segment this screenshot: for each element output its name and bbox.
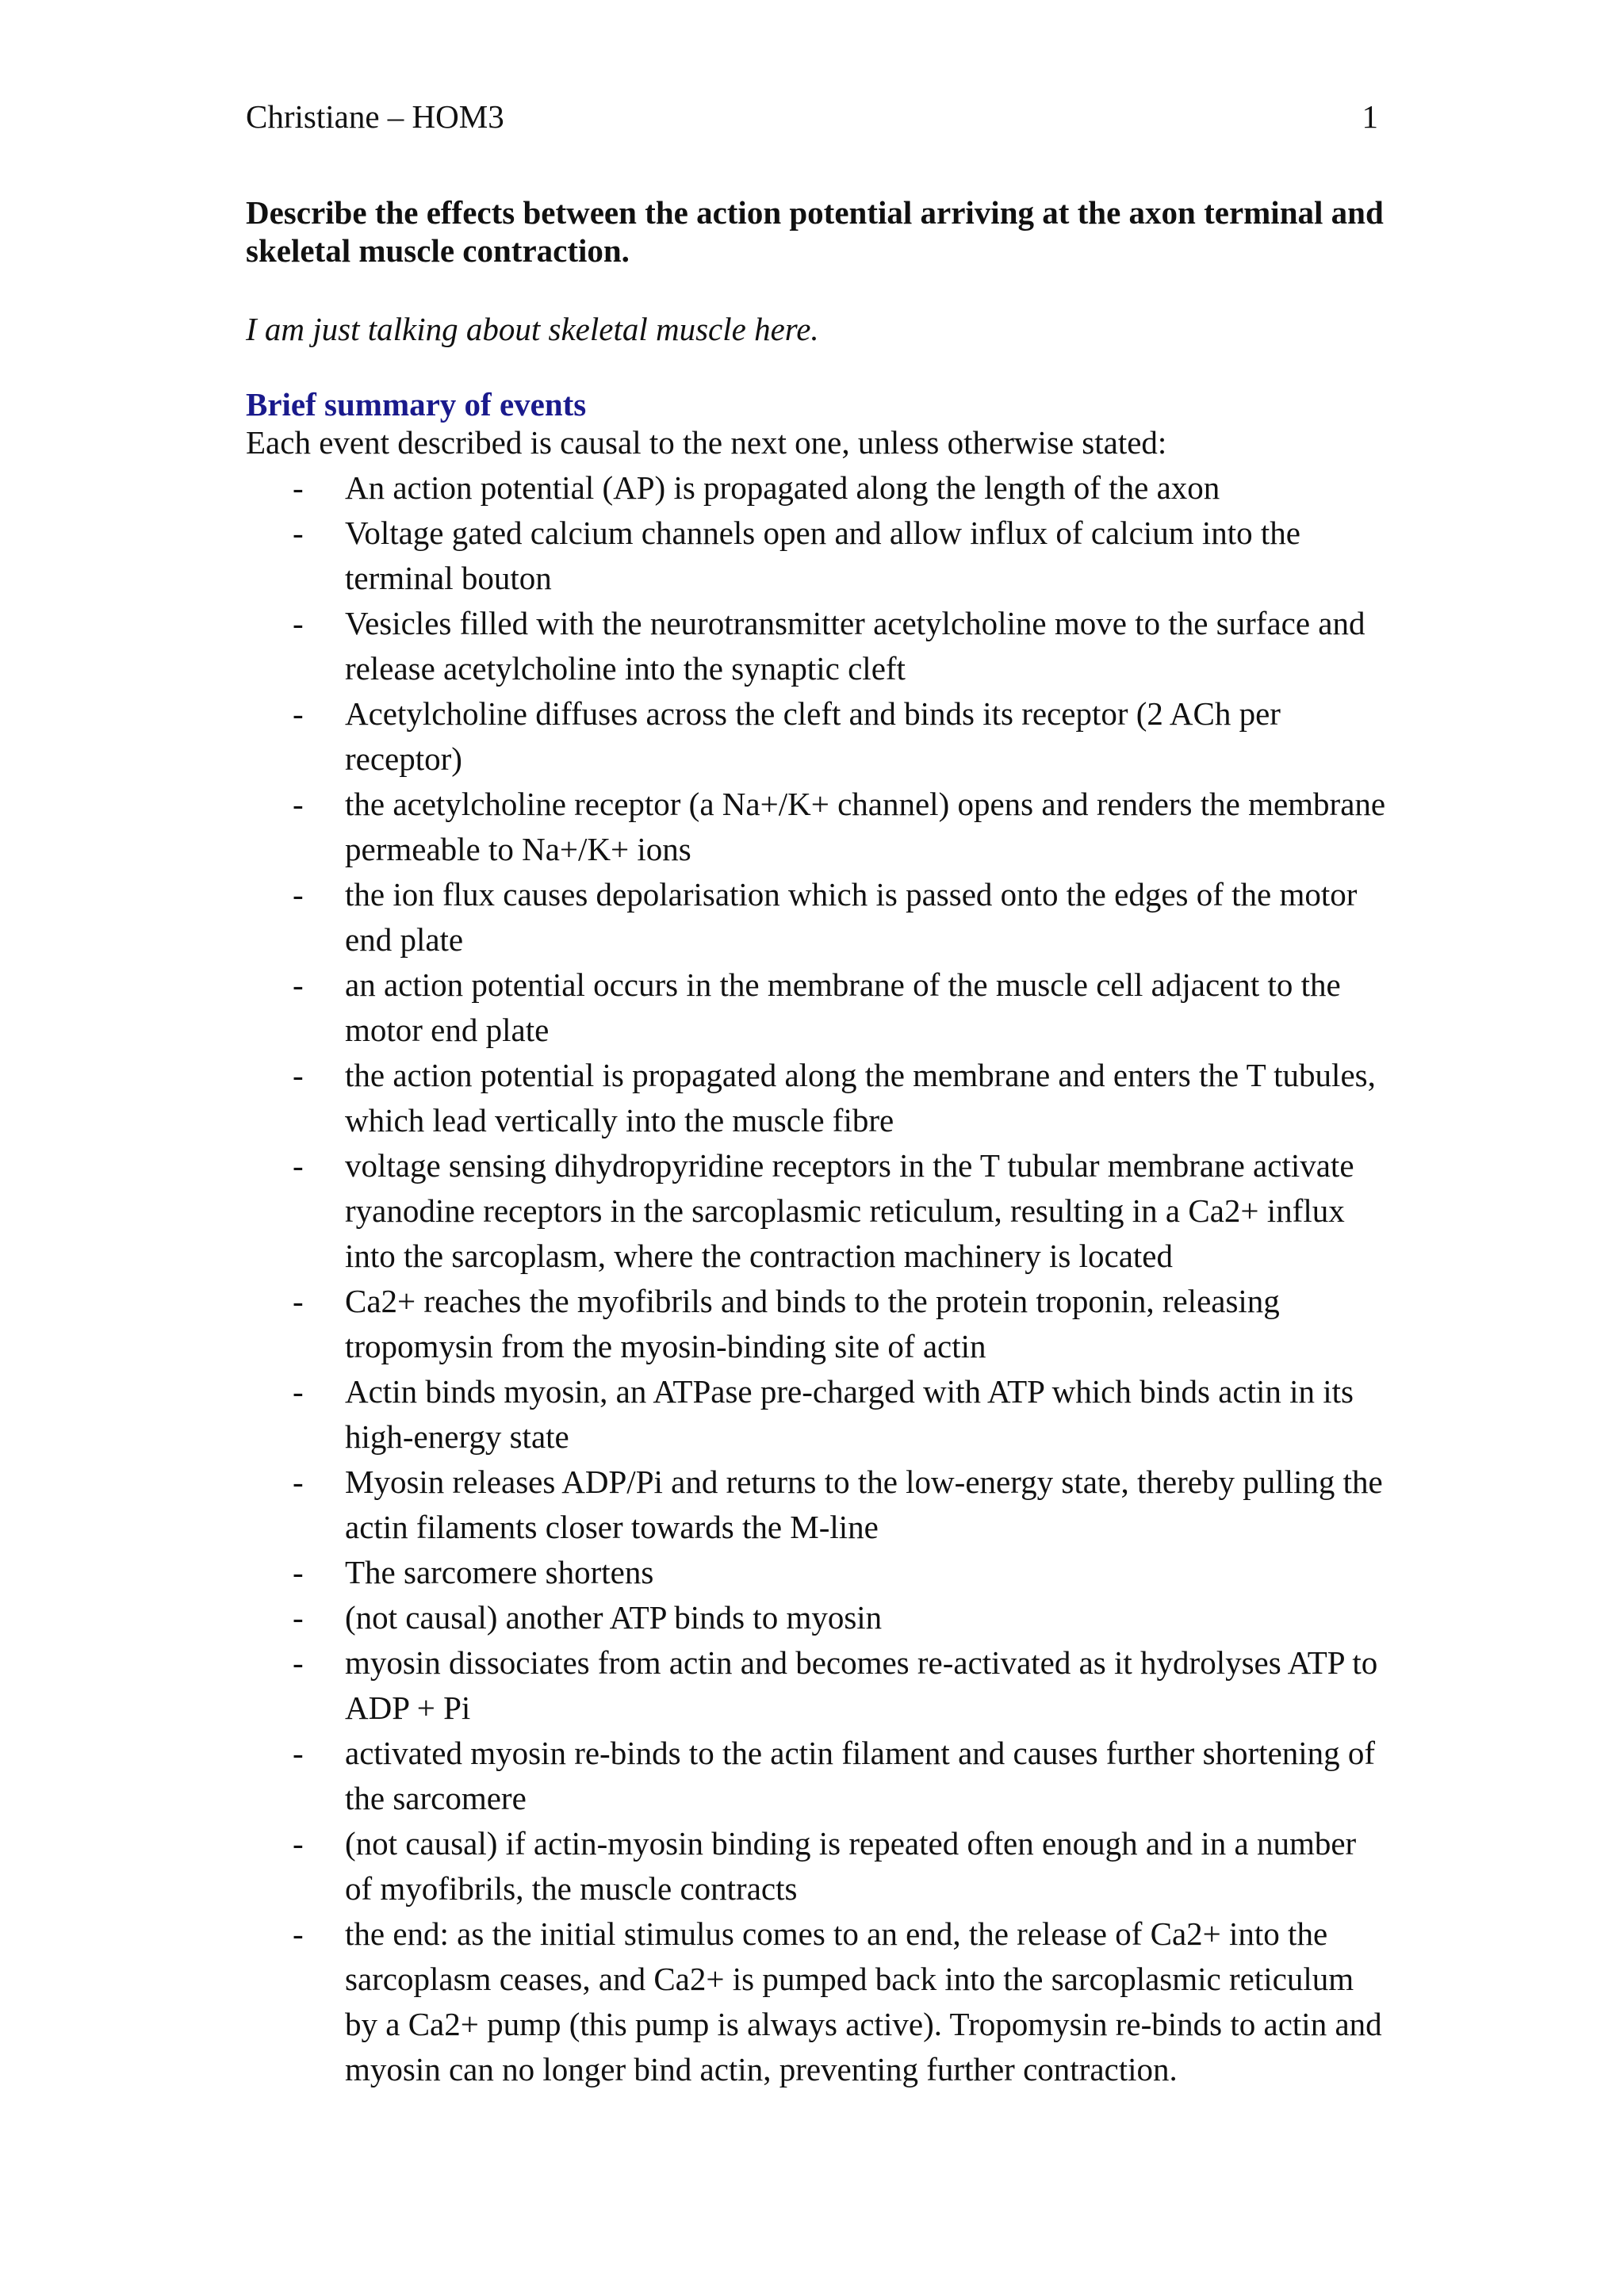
list-item — [246, 1369, 1388, 1460]
list-bullet: - — [293, 695, 304, 732]
list-bullet: - — [293, 1599, 304, 1636]
list-bullet: - — [293, 605, 304, 641]
list-item — [246, 962, 1388, 1053]
page-number: 1 — [1362, 98, 1378, 135]
list-bullet: - — [293, 786, 304, 822]
section-intro: Each event described is causal to the next one, unless otherwise stated: — [246, 424, 1167, 461]
list-bullet: - — [293, 1464, 304, 1500]
list-bullet: - — [293, 1825, 304, 1862]
list-item-text: The sarcomere shortens — [345, 1554, 654, 1590]
list-item — [246, 511, 1388, 601]
list-item-text: the ion flux causes depolarisation which is passed onto the edges of the motor end plate — [345, 876, 1358, 958]
list-item-text: Vesicles filled with the neurotransmitter acetylcholine move to the surface and release acetylcholine into the synaptic cleft — [345, 605, 1365, 687]
list-item-text: Myosin releases ADP/Pi and returns to the low-energy state, thereby pulling the actin filaments closer towards the M-line — [345, 1464, 1383, 1545]
list-bullet: - — [293, 1373, 304, 1410]
list-bullet: - — [293, 1915, 304, 1952]
list-item — [246, 691, 1388, 782]
list-item — [246, 1595, 1388, 1640]
list-bullet: - — [293, 1735, 304, 1771]
events-list — [246, 465, 1388, 2092]
list-item-text: Actin binds myosin, an ATPase pre-charged with ATP which binds actin in its high-energy state — [345, 1373, 1354, 1455]
list-item — [246, 782, 1388, 872]
list-bullet: - — [293, 469, 304, 506]
list-bullet: - — [293, 1644, 304, 1681]
list-item-text: an action potential occurs in the membrane of the muscle cell adjacent to the motor end plate — [345, 966, 1341, 1048]
list-item — [246, 465, 1388, 511]
list-bullet: - — [293, 876, 304, 913]
list-item-text: the end: as the initial stimulus comes to an end, the release of Ca2+ into the sarcoplasm ceases, and Ca2+ is pumped back into the sarcoplasmic reticulum by a Ca2+ pump (this pump is always active). Tropomysin re-binds to actin and myosin can no longer bind actin, preventing further contraction. — [345, 1915, 1382, 2087]
section-heading: Brief summary of events — [246, 386, 587, 423]
question-title: Describe the effects between the action potential arriving at the axon terminal and skeletal muscle contraction. — [246, 194, 1384, 269]
list-item — [246, 1911, 1388, 2092]
list-item — [246, 1821, 1388, 1911]
list-item-text: voltage sensing dihydropyridine receptors in the T tubular membrane activate ryanodine receptors in the sarcoplasmic reticulum, resulting in a Ca2+ influx into the sarcoplasm, where the contraction machinery is located — [345, 1147, 1354, 1274]
header-author: Christiane – HOM3 — [246, 98, 504, 135]
list-item — [246, 1053, 1388, 1143]
list-item-text: the action potential is propagated along the membrane and enters the T tubules, which lead vertically into the muscle fibre — [345, 1057, 1376, 1138]
list-item-text: (not causal) another ATP binds to myosin — [345, 1599, 883, 1636]
list-item-text: activated myosin re-binds to the actin filament and causes further shortening of the sarcomere — [345, 1735, 1376, 1816]
list-bullet: - — [293, 1057, 304, 1093]
list-item-text: Voltage gated calcium channels open and allow influx of calcium into the terminal bouton — [345, 515, 1300, 596]
list-item-text: Ca2+ reaches the myofibrils and binds to the protein troponin, releasing tropomysin from the myosin-binding site of actin — [345, 1283, 1280, 1364]
list-bullet: - — [293, 1283, 304, 1319]
list-item-text: (not causal) if actin-myosin binding is repeated often enough and in a number of myofibrils, the muscle contracts — [345, 1825, 1357, 1907]
list-bullet: - — [293, 1147, 304, 1184]
list-item-text: myosin dissociates from actin and becomes re-activated as it hydrolyses ATP to ADP + Pi — [345, 1644, 1378, 1726]
list-item-text: An action potential (AP) is propagated along the length of the axon — [345, 469, 1220, 506]
list-item-text: the acetylcholine receptor (a Na+/K+ channel) opens and renders the membrane permeable to Na+/K+ ions — [345, 786, 1386, 867]
list-item-text: Acetylcholine diffuses across the cleft and binds its receptor (2 ACh per receptor) — [345, 695, 1281, 777]
list-item — [246, 872, 1388, 962]
list-item — [246, 1731, 1388, 1821]
list-item — [246, 1640, 1388, 1731]
list-item — [246, 1279, 1388, 1369]
list-bullet: - — [293, 966, 304, 1003]
list-item — [246, 1143, 1388, 1279]
list-bullet: - — [293, 1554, 304, 1590]
list-item — [246, 1460, 1388, 1550]
list-item — [246, 1550, 1388, 1595]
scope-note: I am just talking about skeletal muscle here. — [246, 311, 819, 347]
list-item — [246, 601, 1388, 691]
list-bullet: - — [293, 515, 304, 551]
page-header — [246, 94, 1378, 140]
